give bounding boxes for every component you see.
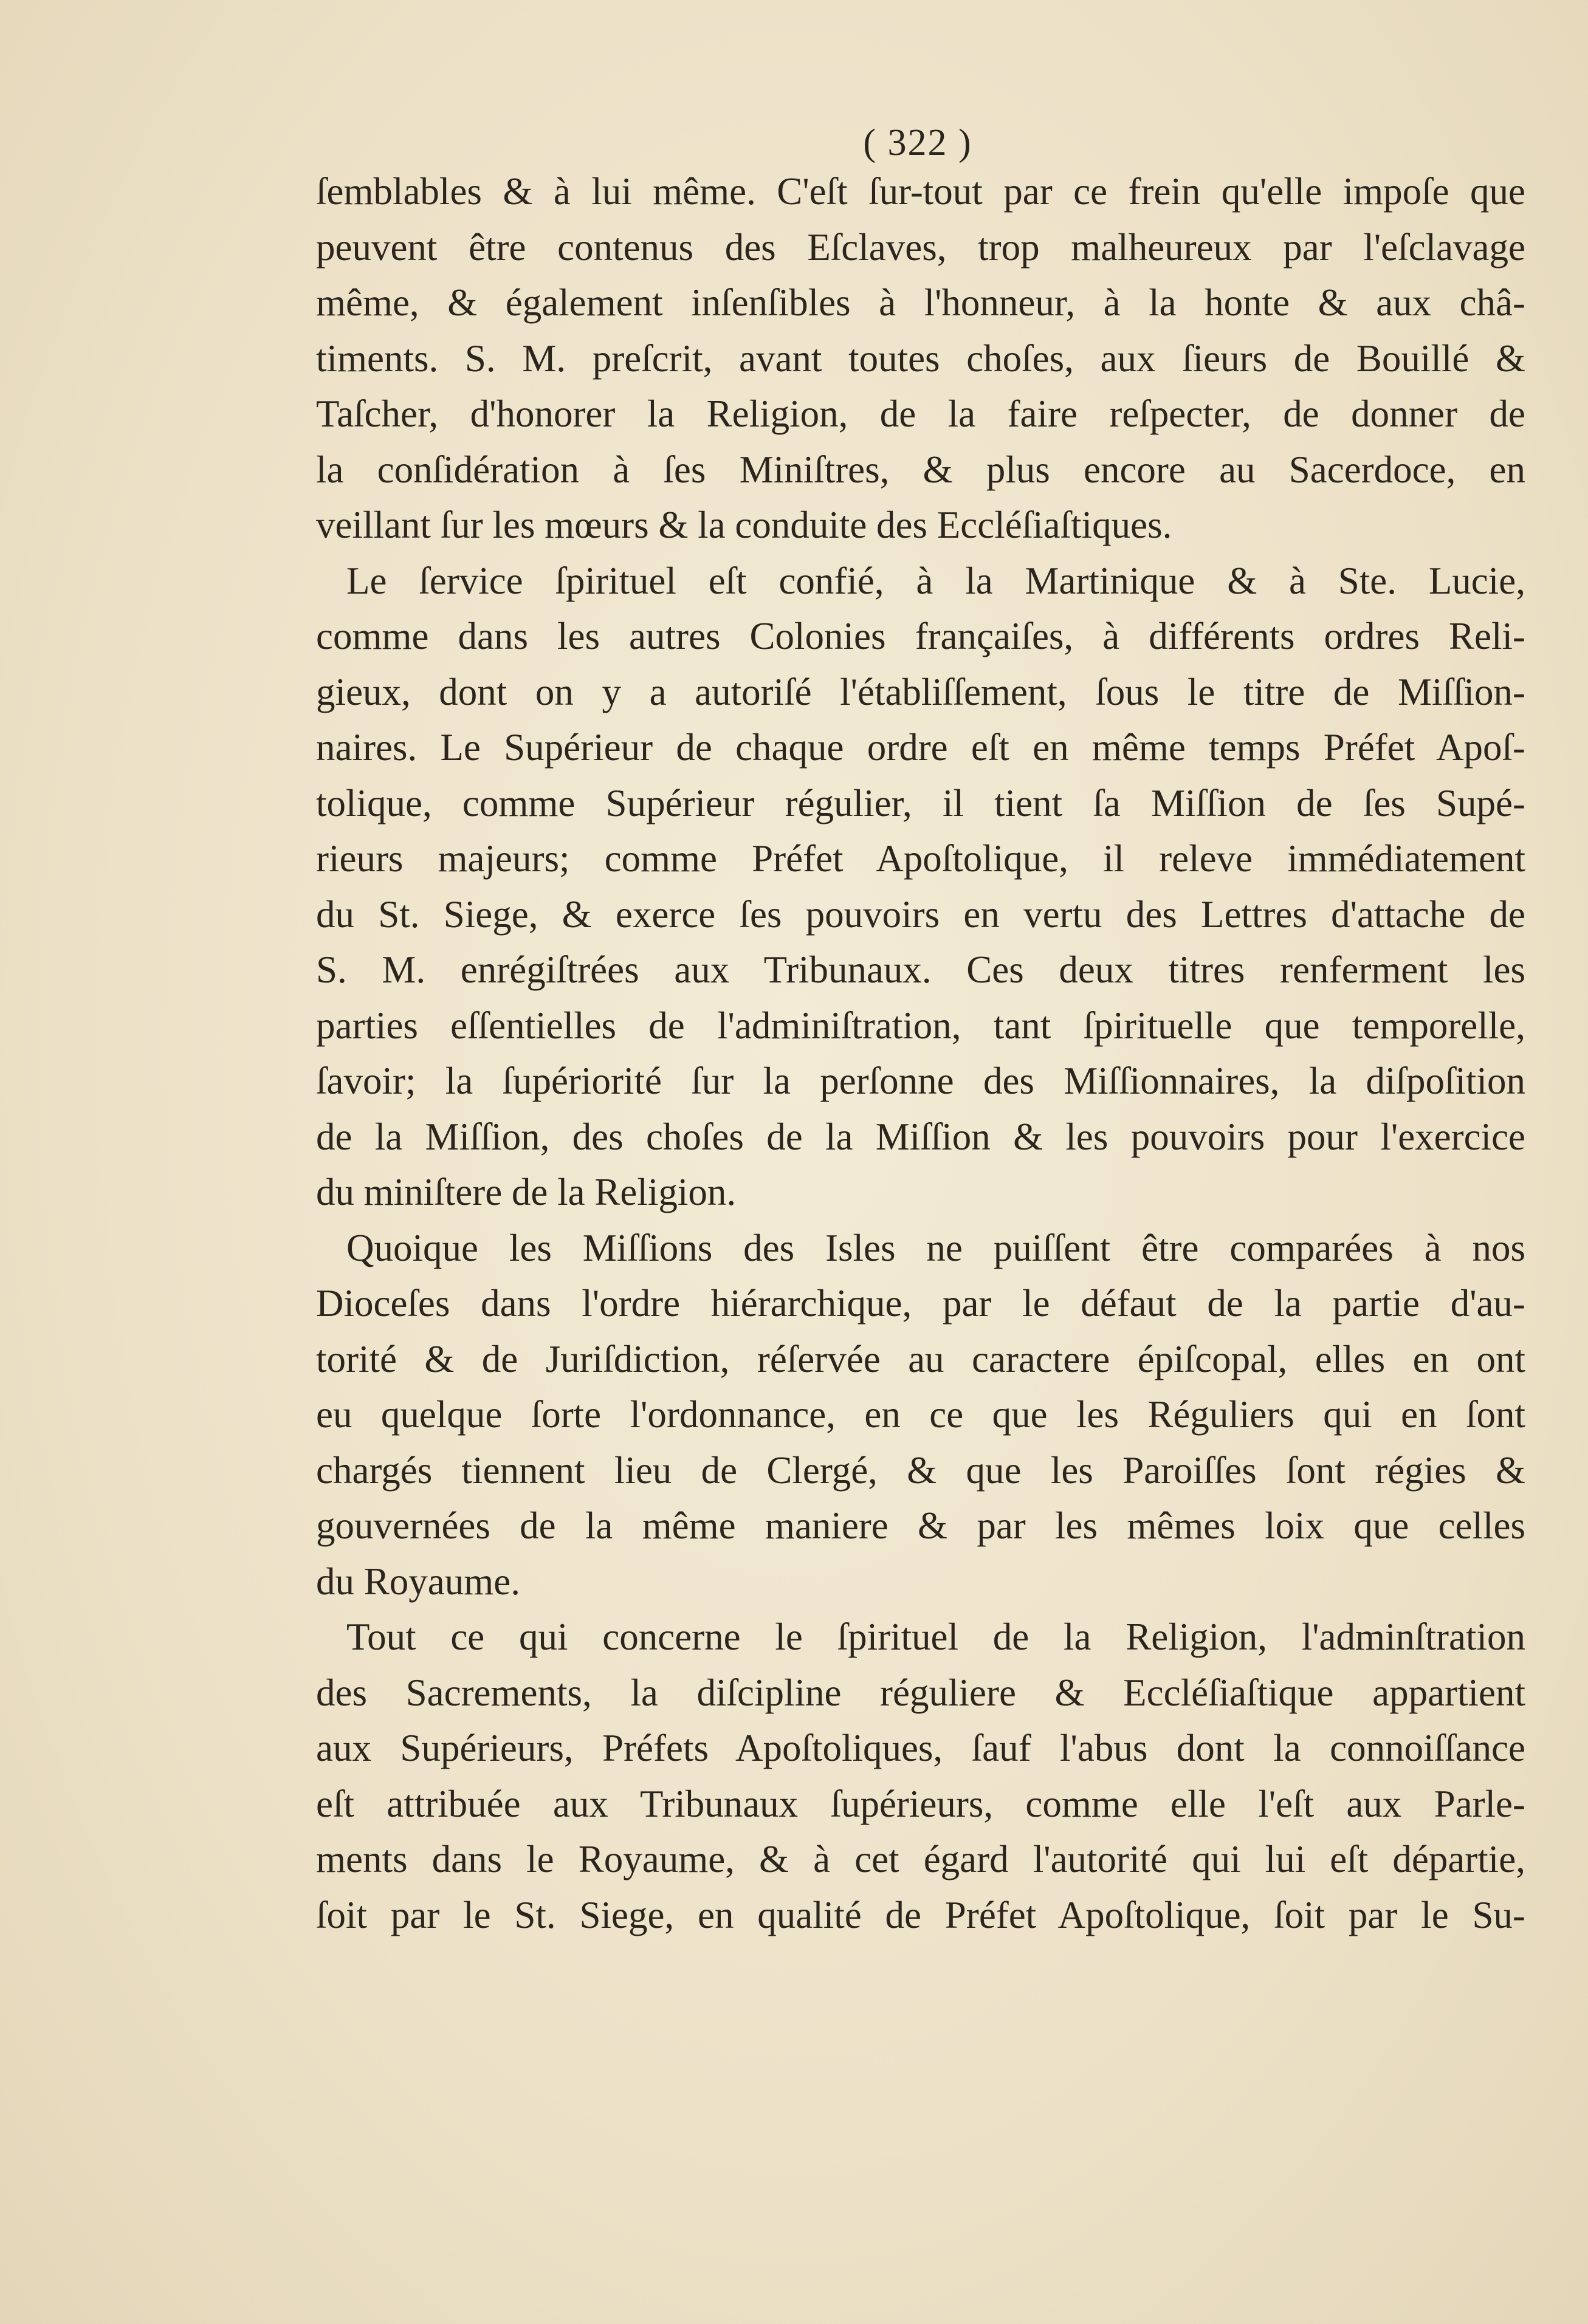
- text-line: torité & de Juriſdiction, réſervée au caractere épiſcopal, elles en ont: [316, 1337, 1525, 1380]
- text-line: du Royaume.: [316, 1560, 520, 1603]
- text-line: S. M. enrégiſtrées aux Tribunaux. Ces deux titres renferment les: [316, 948, 1525, 991]
- text-line: ſoit par le St. Siege, en qualité de Préfet Apoſtolique, ſoit par le Su-: [316, 1893, 1525, 1936]
- text-line: Quoique les Miſſions des Isles ne puiſſent être comparées à nos: [346, 1226, 1525, 1269]
- text-line: Dioceſes dans l'ordre hiérarchique, par le défaut de la partie d'au-: [316, 1282, 1525, 1325]
- paragraph-3: [316, 1221, 1525, 1610]
- text-line: Le ſervice ſpirituel eſt confié, à la Martinique & à Ste. Lucie,: [346, 559, 1525, 602]
- text-line: Taſcher, d'honorer la Religion, de la faire reſpecter, de donner de: [316, 392, 1525, 435]
- text-line: aux Supérieurs, Préfets Apoſtoliques, ſauf l'abus dont la connoiſſance: [316, 1727, 1525, 1769]
- text-line: tolique, comme Supérieur régulier, il tient ſa Miſſion de ſes Supé-: [316, 781, 1525, 824]
- text-line: parties eſſentielles de l'adminiſtration, tant ſpirituelle que temporelle,: [316, 1004, 1525, 1047]
- text-line: même, & également inſenſibles à l'honneur, à la honte & aux châ-: [316, 281, 1525, 324]
- text-line: du St. Siege, & exerce ſes pouvoirs en vertu des Lettres d'attache de: [316, 893, 1525, 936]
- text-line: comme dans les autres Colonies françaiſes, à différents ordres Reli-: [316, 615, 1525, 657]
- paragraph-1: [316, 164, 1525, 554]
- paragraph-2: [316, 554, 1525, 1221]
- text-line: des Sacrements, la diſcipline réguliere & Eccléſiaſtique appartient: [316, 1671, 1525, 1714]
- text-line: la conſidération à ſes Miniſtres, & plus encore au Sacerdoce, en: [316, 448, 1525, 491]
- paragraph-4: [316, 1609, 1525, 1943]
- text-line: eu quelque ſorte l'ordonnance, en ce que les Réguliers qui en ſont: [316, 1393, 1525, 1436]
- text-line: eſt attribuée aux Tribunaux ſupérieurs, comme elle l'eſt aux Parle-: [316, 1782, 1525, 1825]
- text-line: naires. Le Supérieur de chaque ordre eſt en même temps Préfet Apoſ-: [316, 726, 1525, 769]
- text-line: ſemblables & à lui même. C'eſt ſur-tout par ce frein qu'elle impoſe que: [316, 170, 1525, 213]
- text-line: de la Miſſion, des choſes de la Miſſion & les pouvoirs pour l'exercice: [316, 1115, 1525, 1158]
- text-line: gieux, dont on y a autoriſé l'établiſſement, ſous le titre de Miſſion-: [316, 670, 1525, 713]
- text-line: peuvent être contenus des Eſclaves, trop malheureux par l'eſclavage: [316, 225, 1525, 269]
- text-line: veillant ſur les mœurs & la conduite des Eccléſiaſtiques.: [316, 504, 1172, 546]
- text-line: ſavoir; la ſupériorité ſur la perſonne des Miſſionnaires, la diſpoſition: [316, 1060, 1525, 1102]
- text-line: ments dans le Royaume, & à cet égard l'autorité qui lui eſt départie,: [316, 1838, 1525, 1880]
- page-number: ( 322 ): [863, 122, 972, 163]
- text-line: rieurs majeurs; comme Préfet Apoſtolique, il releve immédiatement: [316, 837, 1525, 880]
- text-line: gouvernées de la même maniere & par les mêmes loix que celles: [316, 1504, 1525, 1547]
- text-line: Tout ce qui concerne le ſpirituel de la Religion, l'adminſtration: [346, 1616, 1525, 1658]
- body-text: [316, 164, 1525, 1943]
- text-line: du miniſtere de la Religion.: [316, 1171, 737, 1213]
- text-line: chargés tiennent lieu de Clergé, & que les Paroiſſes ſont régies &: [316, 1448, 1525, 1492]
- text-line: timents. S. M. preſcrit, avant toutes choſes, aux ſieurs de Bouillé &: [316, 337, 1525, 380]
